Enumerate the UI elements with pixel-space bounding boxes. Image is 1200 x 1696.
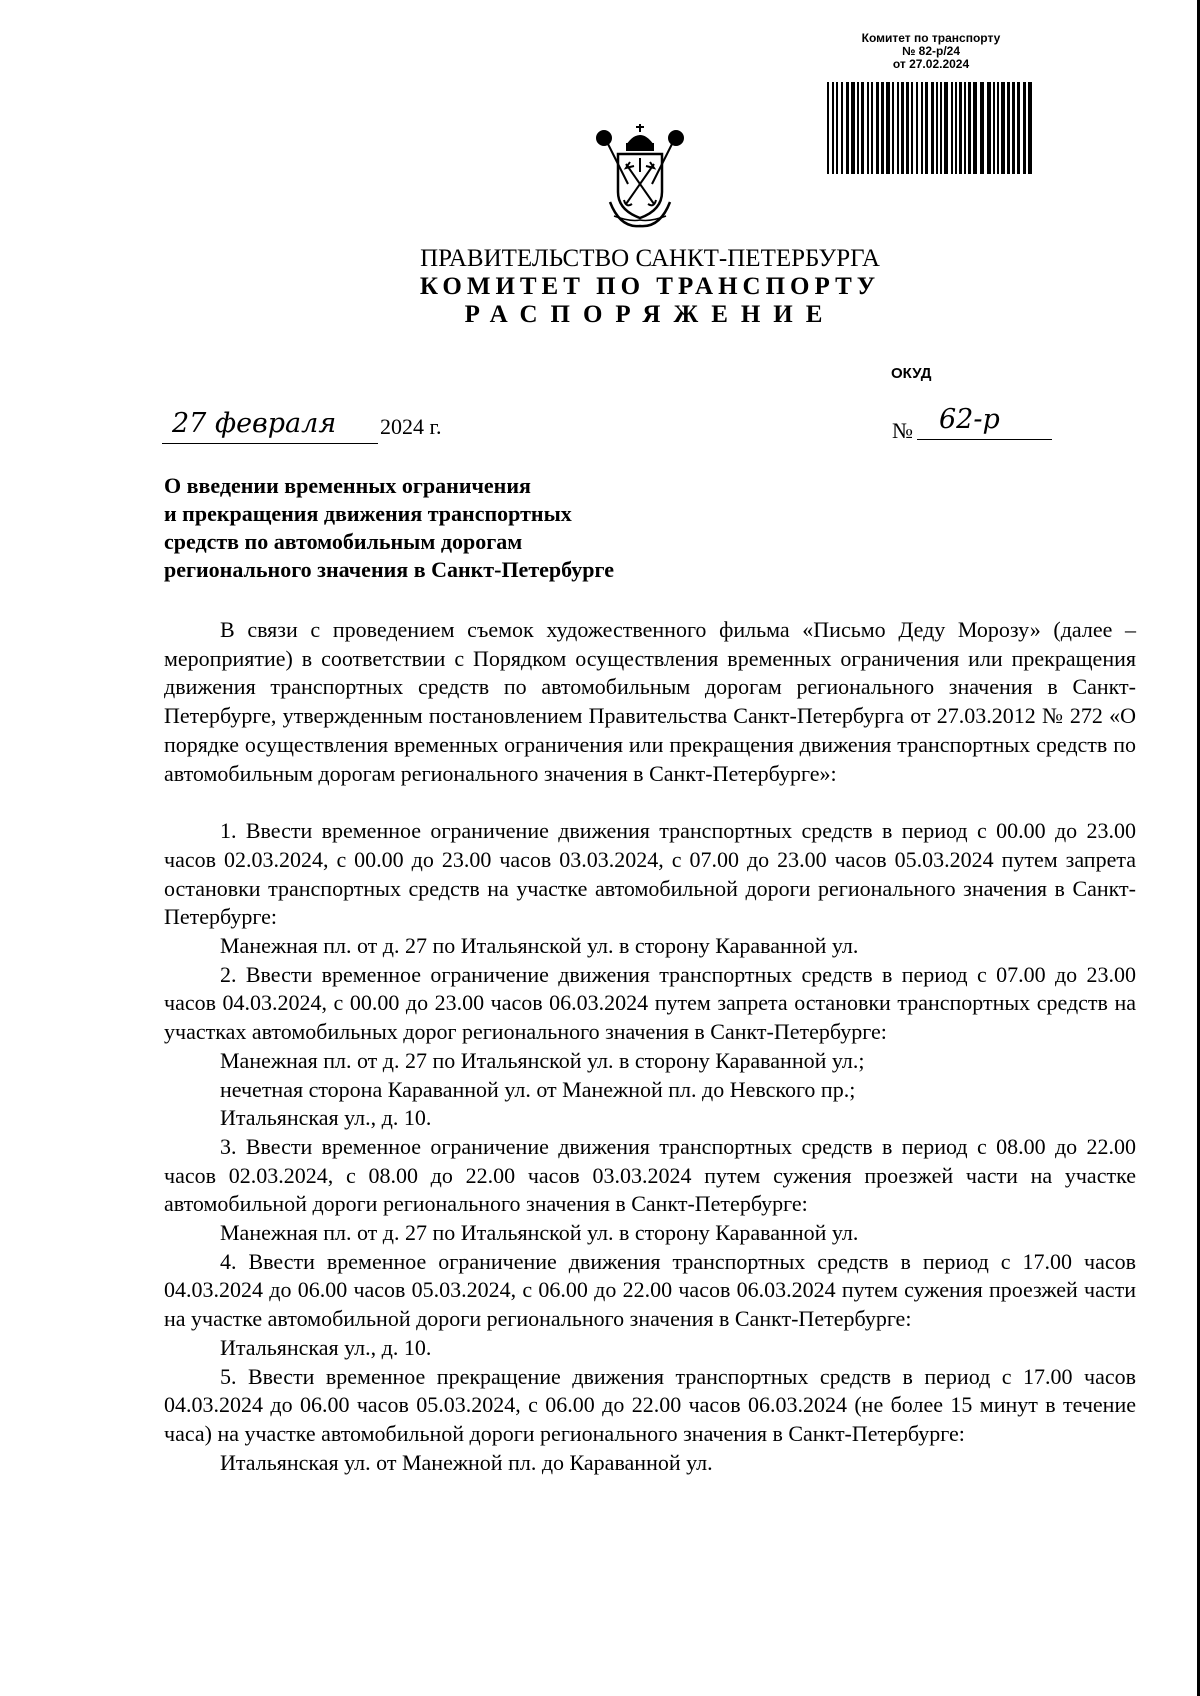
date-handwritten: 27 февраля	[162, 408, 378, 444]
stamp-committee: Комитет по транспорту	[861, 31, 1001, 45]
barcode-bar	[973, 82, 977, 174]
number-label: №	[892, 418, 913, 443]
barcode-bar	[1012, 82, 1015, 174]
stamp-date: от 27.02.2024	[892, 57, 970, 71]
barcode-bar	[827, 82, 829, 174]
barcode-bar	[1023, 82, 1026, 174]
barcode-bar	[944, 82, 948, 174]
committee-title: КОМИТЕТ ПО ТРАНСПОРТУ	[419, 273, 881, 300]
document-subject	[164, 472, 724, 584]
item-2: 2. Ввести временное ограничение движения транспортных средств в период с 07.00 до 23.00 часов 04.03.2024, с 00.00 до 23.00 часов 06.03.2024 путем запрета остановки транспортных средств на участках автомобильных дорог регионального значения в Санкт-Петербурге:	[164, 961, 1136, 1045]
barcode-bar	[1001, 82, 1005, 174]
barcode-bar	[861, 82, 864, 174]
barcode-bar	[881, 82, 884, 174]
barcode-bar	[876, 82, 879, 174]
barcode-bar	[1028, 82, 1032, 174]
barcode-bar	[931, 82, 934, 174]
barcode-bar	[968, 82, 971, 174]
barcode-bar	[921, 82, 923, 174]
barcode-bar	[892, 82, 894, 174]
subject-line: регионального значения в Санкт-Петербурге	[164, 557, 614, 582]
item-5: 5. Ввести временное прекращение движения транспортных средств в период с 17.00 часов 04.03.2024 до 06.00 часов 05.03.2024, с 06.00 до 22.00 часов 06.03.2024 (не более 15 минут в течение часа) на участке автомобильной дороги регионального значения в Санкт-Петербурге:	[164, 1363, 1136, 1446]
barcode-bar	[936, 82, 938, 174]
barcode-bar	[911, 82, 913, 174]
document-type-title: РАСПОРЯЖЕНИЕ	[464, 301, 836, 328]
number-handwritten: 62-р	[917, 404, 1052, 440]
okud-label: ОКУД	[891, 365, 932, 382]
barcode-bar	[886, 82, 890, 174]
item-2-address: нечетная сторона Караванной ул. от Манежной пл. до Невского пр.;	[220, 1076, 856, 1102]
coat-of-arms-icon	[590, 122, 690, 234]
barcode-bar	[925, 82, 928, 174]
registration-stamp	[826, 32, 1036, 71]
subject-line: и прекращения движения транспортных	[164, 501, 572, 526]
item-4-address: Итальянская ул., д. 10.	[220, 1334, 432, 1360]
item-1: 1. Ввести временное ограничение движения транспортных средств в период с 00.00 до 23.00 часов 02.03.2024, с 00.00 до 23.00 часов 03.03.2024, с 07.00 до 23.00 часов 05.03.2024 путем запрета остановки транспортных средств на участке автомобильной дороги регионального значения в Санкт-Петербурге:	[164, 818, 1136, 930]
barcode-bar	[993, 82, 995, 174]
document-body	[164, 616, 1136, 1477]
barcode-bar	[940, 82, 942, 174]
barcode-bar	[964, 82, 966, 174]
subject-line: средств по автомобильным дорогам	[164, 529, 523, 554]
barcode-bar	[901, 82, 904, 174]
barcode-bar	[951, 82, 953, 174]
item-3: 3. Ввести временное ограничение движения транспортных средств в период с 08.00 до 22.00 часов 02.03.2024, с 08.00 до 22.00 часов 03.03.2024 путем сужения проезжей части на участке автомобильной дороги регионального значения в Санкт-Петербурге:	[164, 1133, 1136, 1217]
barcode-bar	[841, 82, 843, 174]
item-4: 4. Ввести временное ограничение движения транспортных средств в период с 17.00 часов 04.03.2024 до 06.00 часов 05.03.2024, с 06.00 до 22.00 часов 06.03.2024 путем сужения проезжей части на участке автомобильной дороги регионального значения в Санкт-Петербурге:	[164, 1248, 1136, 1332]
barcode-bar	[836, 82, 838, 174]
barcode-bar	[987, 82, 991, 174]
barcode-bar	[846, 82, 849, 174]
item-2-address: Манежная пл. от д. 27 по Итальянской ул. в сторону Караванной ул.;	[220, 1047, 865, 1073]
barcode-bar	[1017, 82, 1020, 174]
barcode-bar	[916, 82, 918, 174]
barcode-bar	[997, 82, 999, 174]
subject-line: О введении временных ограничения	[164, 473, 531, 498]
item-3-address: Манежная пл. от д. 27 по Итальянской ул. в сторону Караванной ул.	[220, 1220, 859, 1246]
barcode-bar	[851, 82, 855, 174]
item-2-address: Итальянская ул., д. 10.	[220, 1105, 432, 1131]
barcode-bar	[906, 82, 909, 174]
barcode-bar	[871, 82, 873, 174]
item-1-address: Манежная пл. от д. 27 по Итальянской ул. в сторону Караванной ул.	[220, 933, 859, 959]
barcode-bar	[1007, 82, 1010, 174]
barcode-bar	[832, 82, 834, 174]
barcode-icon	[827, 82, 1035, 174]
barcode-bar	[959, 82, 962, 174]
barcode-bar	[980, 82, 984, 174]
government-title: ПРАВИТЕЛЬСТВО САНКТ-ПЕТЕРБУРГА	[420, 245, 880, 272]
item-5-address: Итальянская ул. от Манежной пл. до Караванной ул.	[220, 1449, 713, 1475]
stamp-number: № 82-р/24	[901, 44, 961, 58]
paragraph-gap	[164, 788, 1136, 817]
barcode-bar	[897, 82, 899, 174]
date-year: 2024 г.	[380, 414, 442, 439]
barcode-bar	[955, 82, 957, 174]
barcode-bar	[867, 82, 869, 174]
preamble: В связи с проведением съемок художественного фильма «Письмо Деду Морозу» (далее – мероприятие) в соответствии с Порядком осуществления временных ограничения или прекращения движения транспортных средств по автомобильным дорогам регионального значения в Санкт-Петербурге, утвержденным постановлением Правительства Санкт-Петербурга от 27.03.2012 № 272 «О порядке осуществления временных ограничения или прекращения движения транспортных средств по автомобильным дорогам регионального значения в Санкт-Петербурге»:	[164, 617, 1136, 786]
barcode-bar	[857, 82, 859, 174]
